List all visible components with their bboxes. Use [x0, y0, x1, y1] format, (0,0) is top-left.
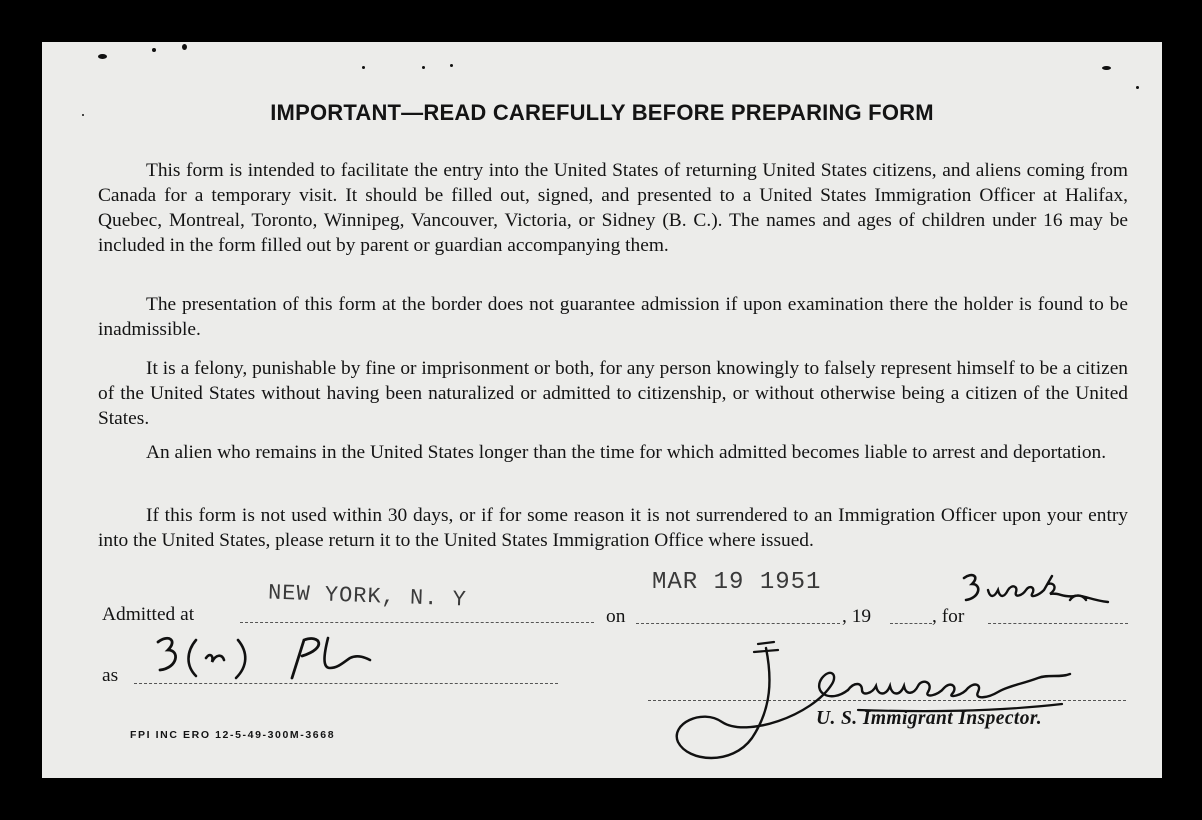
instruction-paragraph-return: If this form is not used within 30 days, or if for some reason it is not surrendered to an Immigration Officer upon your entry into the United States, please return it to the United States Immigration Office where issued.: [98, 505, 1128, 551]
instruction-paragraph-admission: The presentation of this form at the border does not guarantee admission if upon examination there the holder is found to be inadmissible.: [98, 294, 1128, 340]
scan-speck: [1102, 66, 1111, 70]
scan-speck: [98, 54, 107, 59]
year-line: [890, 623, 932, 624]
date-stamp: MAR 19 1951: [652, 569, 822, 596]
port-of-entry-stamp: NEW YORK, N. Y: [267, 580, 468, 613]
scan-speck: [1136, 86, 1139, 89]
scan-speck: [450, 64, 453, 67]
instruction-paragraph-felony: It is a felony, punishable by fine or imprisonment or both, for any person knowingly to falsely represent himself to be a citizen of the United States without having been naturalized or admitted to citizenship, or without otherwise being a citizen of the United States.: [98, 358, 1128, 429]
scan-speck: [362, 66, 365, 69]
scan-speck: [152, 48, 156, 52]
admitted-at-line: [240, 622, 594, 623]
immigration-form-card: [42, 42, 1162, 778]
inspector-signature: [662, 638, 1082, 768]
handwritten-duration: [958, 570, 1118, 616]
instruction-paragraph-deportation: An alien who remains in the United States longer than the time for which admitted becomes liable to arrest and deportation.: [146, 442, 1107, 463]
year-label: , 19: [842, 606, 872, 627]
handwritten-classification: [152, 634, 372, 686]
on-label: on: [606, 606, 626, 627]
printer-code: FPI INC ERO 12-5-49-300M-3668: [130, 729, 336, 741]
for-label: , for: [932, 606, 965, 627]
form-heading: IMPORTANT—READ CAREFULLY BEFORE PREPARING FORM: [270, 100, 934, 125]
inspector-title: U. S. Immigrant Inspector.: [816, 708, 1043, 729]
instruction-paragraph-purpose: This form is intended to facilitate the entry into the United States of returning United States citizens, and aliens coming from Canada for a temporary visit. It should be filled out, signed, and presented to a United States Immigration Officer at Halifax, Quebec, Montreal, Toronto, Winnipeg, Vancouver, Victoria, or Sidney (B. C.). The names and ages of children under 16 may be included in the form filled out by parent or guardian accompanying them.: [98, 160, 1128, 256]
duration-line: [988, 623, 1128, 624]
as-label: as: [102, 665, 119, 686]
scan-speck: [422, 66, 425, 69]
admitted-at-label: Admitted at: [102, 604, 195, 625]
date-line: [636, 623, 840, 624]
scan-speck: [182, 44, 187, 50]
